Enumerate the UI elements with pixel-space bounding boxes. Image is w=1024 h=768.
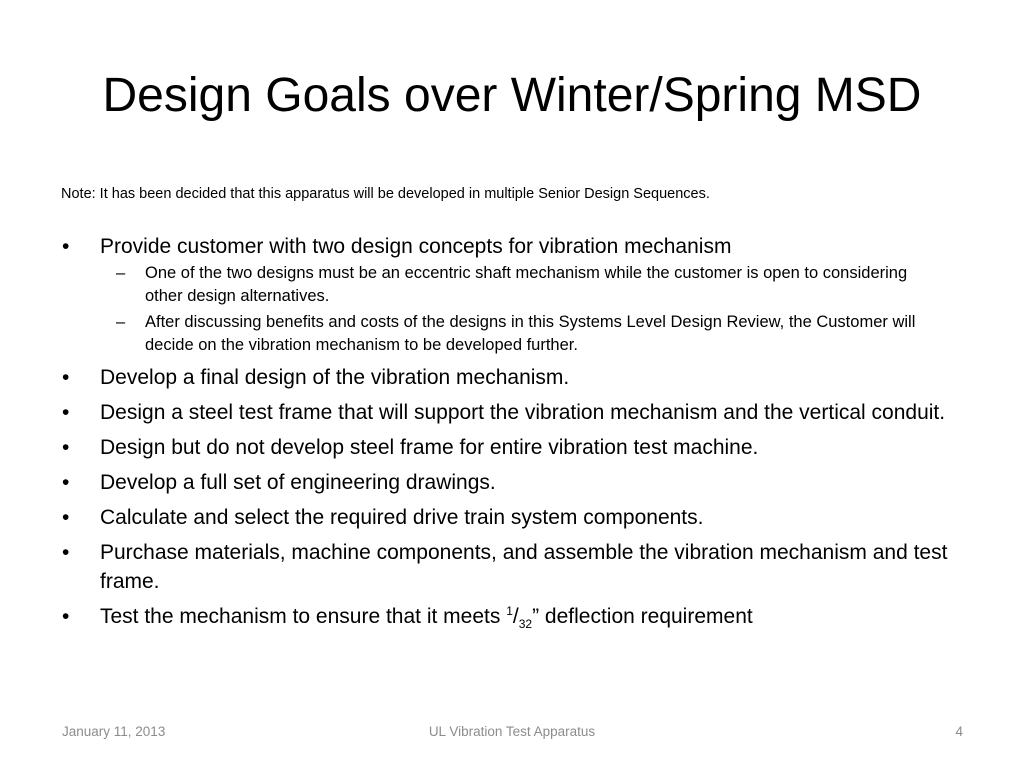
sub-bullet-item <box>100 262 945 308</box>
sub-bullet-list <box>100 262 962 357</box>
bullet-text: Design but do not develop steel frame for entire vibration test machine. <box>100 436 759 459</box>
footer-page-number: 4 <box>955 724 963 739</box>
bullet-marker: • <box>62 401 70 424</box>
sub-bullet-marker: – <box>116 264 126 282</box>
bullet-marker: • <box>62 605 70 628</box>
slide-title: Design Goals over Winter/Spring MSD <box>102 69 922 122</box>
fraction-numerator: 1 <box>506 604 513 618</box>
bullet-list <box>62 232 962 637</box>
slide-note: Note: It has been decided that this apparatus will be developed in multiple Senior Design Sequences. <box>61 186 710 202</box>
bullet-text: Develop a final design of the vibration mechanism. <box>100 366 570 389</box>
bullet-text: Purchase materials, machine components, and assemble the vibration mechanism and test frame. <box>100 541 948 593</box>
bullet-marker: • <box>62 541 70 564</box>
bullet-text-before: Test the mechanism to ensure that it meets <box>100 605 507 628</box>
bullet-text: Provide customer with two design concepts for vibration mechanism <box>100 235 732 258</box>
sub-bullet-marker: – <box>116 313 126 331</box>
bullet-text: Calculate and select the required drive train system components. <box>100 506 704 529</box>
bullet-item <box>62 602 962 631</box>
bullet-text-after: ” deflection requirement <box>532 605 753 628</box>
bullet-item <box>62 398 962 427</box>
bullet-text: Design a steel test frame that will support the vibration mechanism and the vertical conduit. <box>100 401 946 424</box>
sub-bullet-text: After discussing benefits and costs of the designs in this Systems Level Design Review, the Customer will decide on the vibration mechanism to be developed further. <box>145 313 916 354</box>
bullet-marker: • <box>62 235 70 258</box>
sub-bullet-item <box>100 311 945 357</box>
bullet-item <box>62 232 962 357</box>
footer-date: January 11, 2013 <box>62 724 166 739</box>
bullet-marker: • <box>62 471 70 494</box>
bullet-marker: • <box>62 366 70 389</box>
bullet-item <box>62 538 962 596</box>
bullet-item <box>62 503 962 532</box>
bullet-text: Develop a full set of engineering drawings. <box>100 471 496 494</box>
footer-title: UL Vibration Test Apparatus <box>428 724 596 739</box>
fraction-slash: / <box>512 605 519 628</box>
sub-bullet-text: One of the two designs must be an eccentric shaft mechanism while the customer is open to considering other design alternatives. <box>145 264 908 305</box>
bullet-item <box>62 468 962 497</box>
fraction-denominator: 32 <box>518 617 533 632</box>
bullet-item <box>62 433 962 462</box>
bullet-marker: • <box>62 436 70 459</box>
bullet-item <box>62 363 962 392</box>
bullet-marker: • <box>62 506 70 529</box>
bullet-text <box>100 604 753 632</box>
